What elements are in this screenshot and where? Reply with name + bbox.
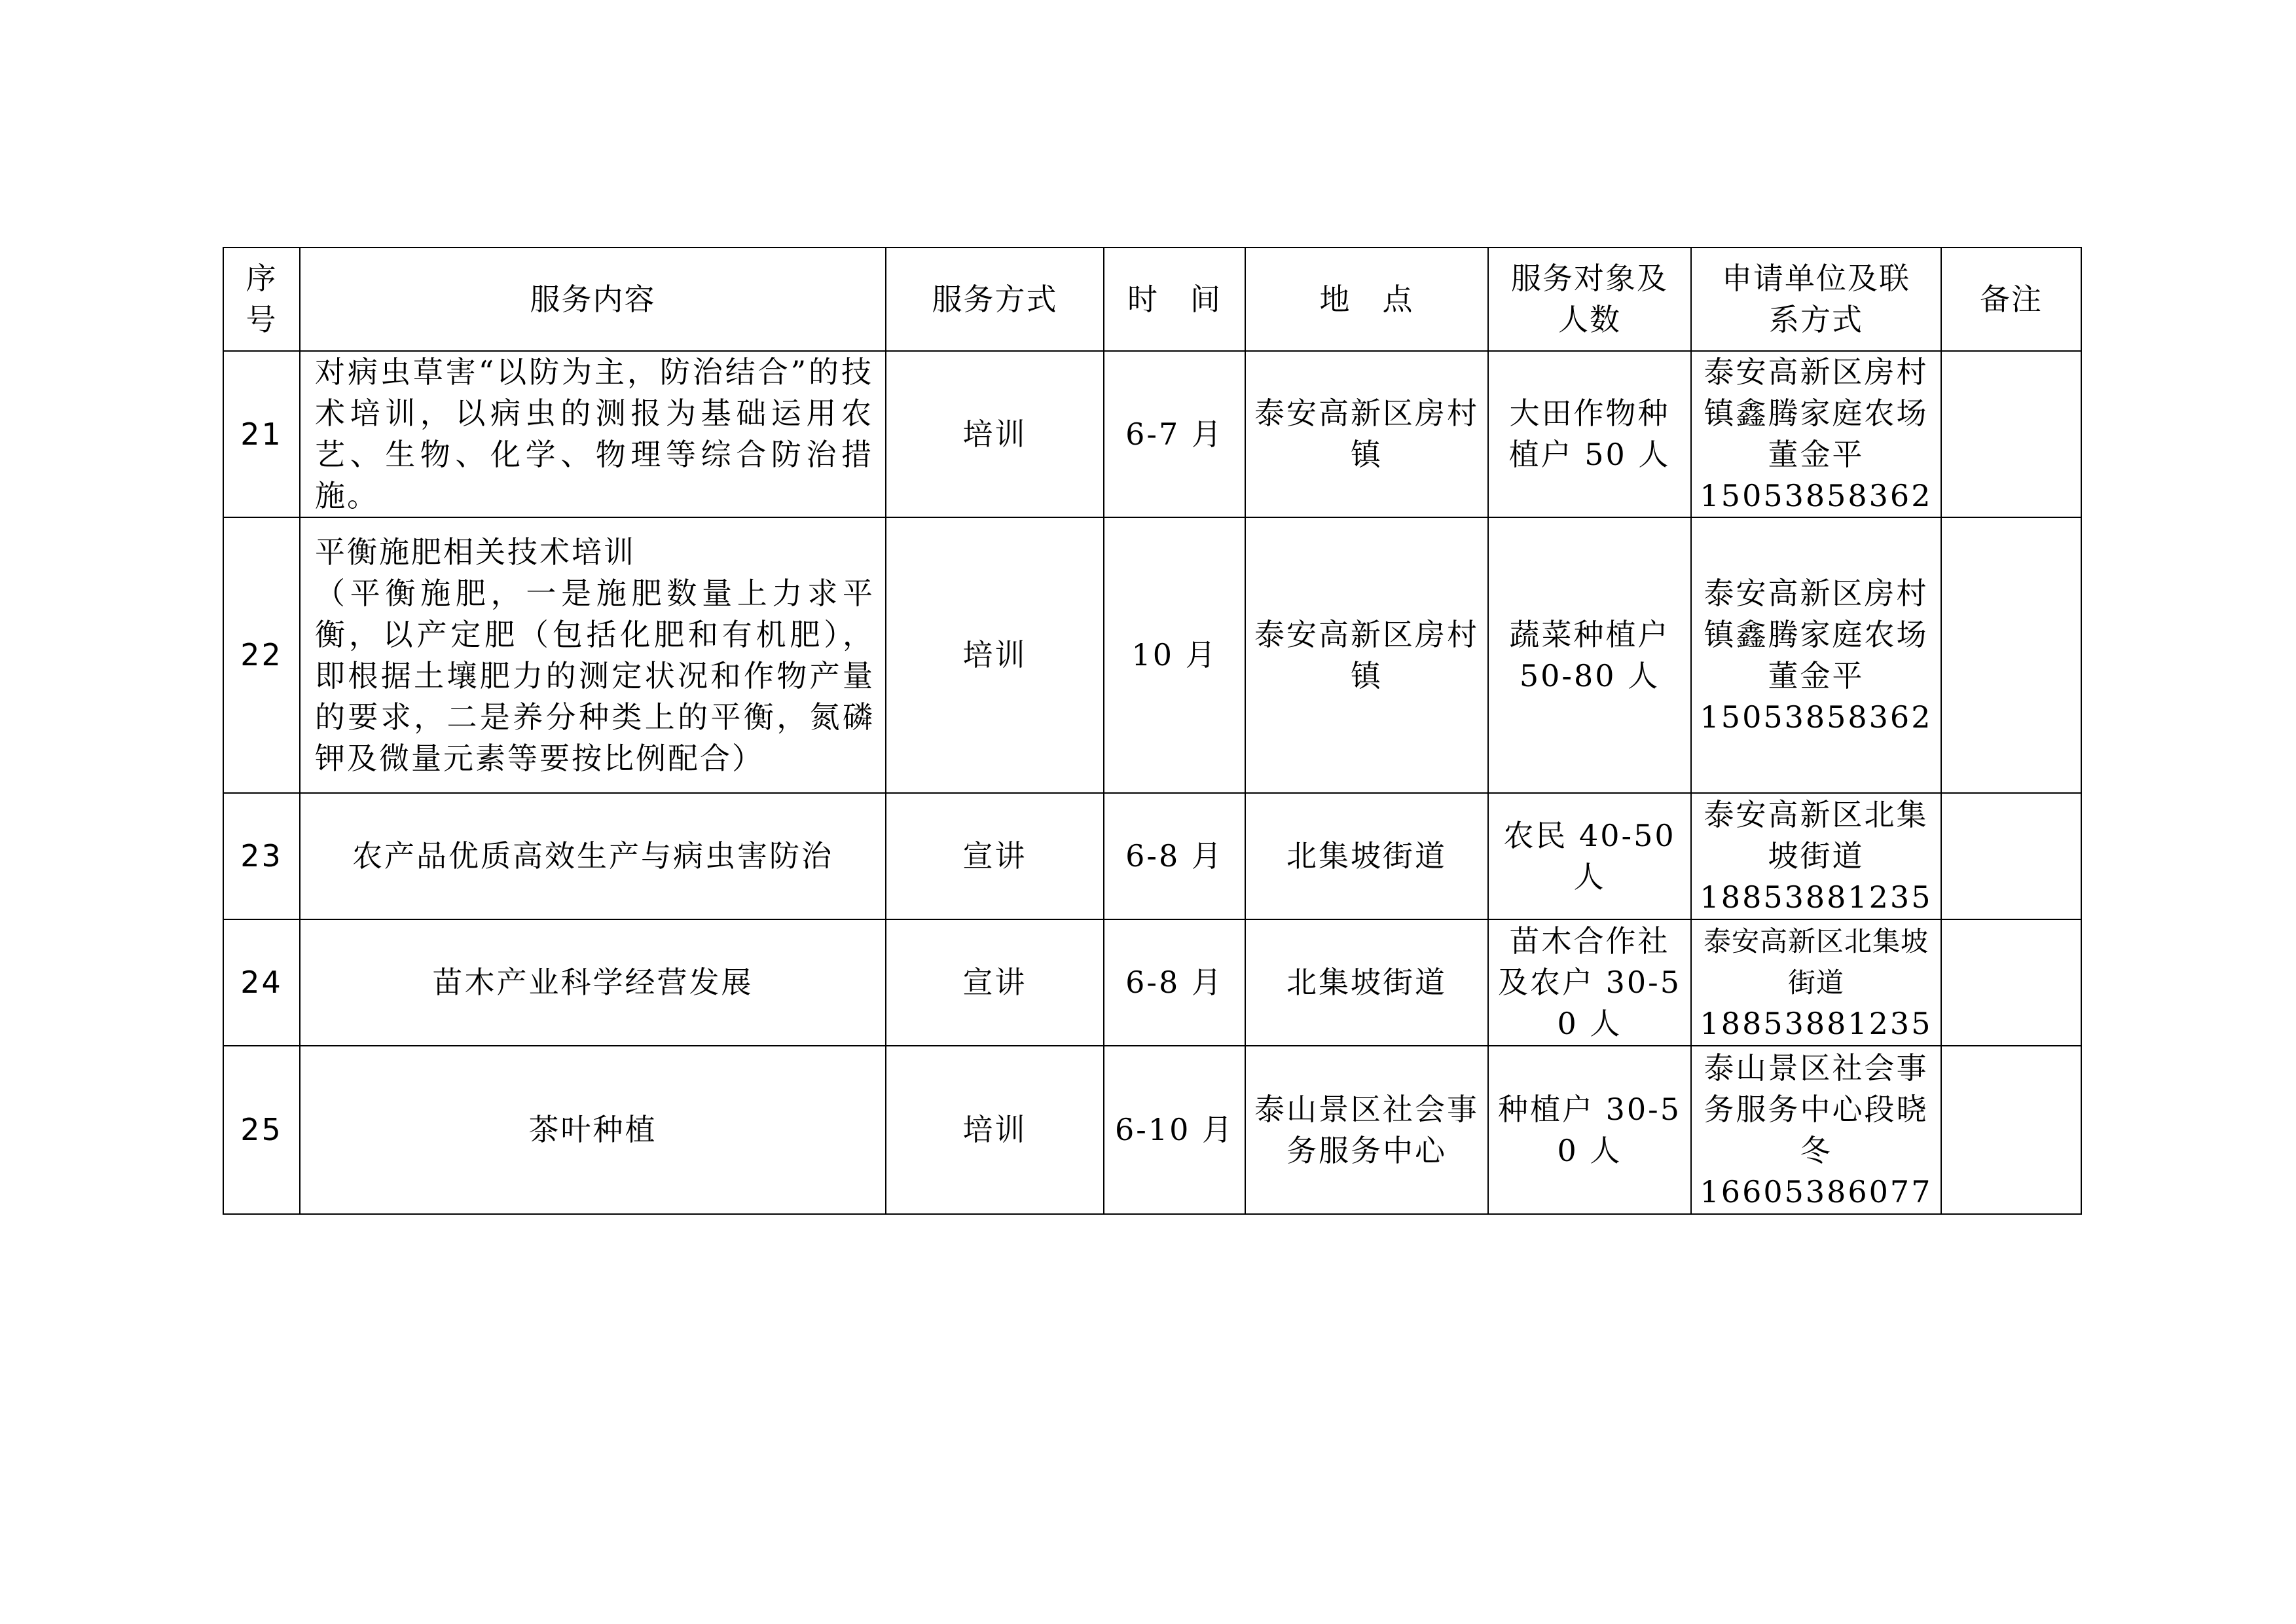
- applicant-phone: 18853881235: [1700, 1006, 1933, 1041]
- table-row: [223, 1046, 2081, 1214]
- service-time: 6-8 月: [1104, 919, 1245, 1046]
- header-applicant: [1691, 248, 1941, 351]
- header-content: 服务内容: [300, 248, 886, 351]
- service-content-detail: （平衡施肥，一是施肥数量上力求平衡，以产定肥（包括化肥和有机肥），即根据土壤肥力的测定状况和作物产量的要求，二是养分种类上的平衡，氮磷钾及微量元素等要按比例配合）: [315, 575, 875, 776]
- service-target: 蔬菜种植户 50-80 人: [1488, 517, 1691, 793]
- service-time: 6-10 月: [1104, 1046, 1245, 1214]
- row-number: 25: [223, 1046, 300, 1214]
- service-time: 6-7 月: [1104, 351, 1245, 517]
- header-time: 时 间: [1104, 248, 1245, 351]
- table-row: [223, 793, 2081, 919]
- remark-cell: [1941, 1046, 2081, 1214]
- applicant-phone: 16605386077: [1700, 1173, 1933, 1209]
- service-place: 北集坡街道: [1245, 919, 1488, 1046]
- applicant-phone: 15053858362: [1700, 478, 1933, 513]
- service-method: 宣讲: [886, 793, 1104, 919]
- header-place: 地 点: [1245, 248, 1488, 351]
- table-row: [223, 517, 2081, 793]
- service-time: 10 月: [1104, 517, 1245, 793]
- applicant-contact: [1691, 919, 1941, 1046]
- remark-cell: [1941, 793, 2081, 919]
- remark-cell: [1941, 351, 2081, 517]
- service-content: 茶叶种植: [300, 1046, 886, 1214]
- applicant-contact: [1691, 793, 1941, 919]
- header-target-line2: 人数: [1558, 302, 1621, 337]
- applicant-phone: 15053858362: [1700, 699, 1933, 735]
- row-number: 24: [223, 919, 300, 1046]
- service-place: 泰安高新区房村镇: [1245, 351, 1488, 517]
- table-row: [223, 919, 2081, 1046]
- header-remark: 备注: [1941, 248, 2081, 351]
- applicant-contact: [1691, 517, 1961, 793]
- header-no-line1: 序: [246, 261, 278, 296]
- remark-cell: [1941, 919, 2081, 1046]
- applicant-contact: [1691, 1046, 1941, 1214]
- service-target: 农民 40-50 人: [1488, 793, 1691, 919]
- header-applicant-line1: 申请单位及联: [1722, 261, 1910, 296]
- header-target: [1488, 248, 1691, 351]
- service-method: 宣讲: [886, 919, 1104, 1046]
- service-time: 6-8 月: [1104, 793, 1245, 919]
- header-no: [223, 248, 300, 351]
- applicant-unit: 泰安高新区北集坡街道: [1704, 797, 1929, 874]
- applicant-unit: 泰安高新区房村镇鑫腾家庭农场 董金平: [1704, 575, 1961, 693]
- service-table: [223, 247, 2082, 1215]
- service-content: 对病虫草害“以防为主，防治结合”的技术培训，以病虫的测报为基础运用农艺、生物、化学、物理等综合防治措施。: [300, 351, 886, 517]
- applicant-contact: [1691, 351, 1961, 517]
- table-row: [223, 351, 2081, 517]
- table-header-row: [223, 248, 2081, 351]
- header-applicant-line2: 系方式: [1769, 302, 1863, 337]
- applicant-unit: 泰安高新区北集坡街道: [1703, 925, 1929, 999]
- row-number: 22: [223, 517, 300, 793]
- service-content: [300, 517, 886, 793]
- remark-cell: [1941, 517, 2081, 793]
- row-number: 21: [223, 351, 300, 517]
- row-number: 23: [223, 793, 300, 919]
- header-method: 服务方式: [886, 248, 1104, 351]
- service-target: 种植户 30-50 人: [1488, 1046, 1691, 1214]
- service-content-title: 平衡施肥相关技术培训: [315, 534, 636, 570]
- service-place: 泰安高新区房村镇: [1245, 517, 1488, 793]
- service-target: 大田作物种植户 50 人: [1488, 351, 1691, 517]
- service-content: 农产品优质高效生产与病虫害防治: [300, 793, 886, 919]
- applicant-phone: 18853881235: [1700, 879, 1933, 915]
- service-method: 培训: [886, 1046, 1104, 1214]
- service-content: 苗木产业科学经营发展: [300, 919, 886, 1046]
- header-target-line1: 服务对象及: [1511, 261, 1668, 296]
- service-target: 苗木合作社及农户 30-50 人: [1488, 919, 1691, 1046]
- applicant-unit: 泰安高新区房村镇鑫腾家庭农场 董金平: [1704, 354, 1961, 472]
- service-method: 培训: [886, 351, 1104, 517]
- service-method: 培训: [886, 517, 1104, 793]
- service-place: 泰山景区社会事务服务中心: [1245, 1046, 1488, 1214]
- applicant-unit: 泰山景区社会事务服务中心段晓冬: [1704, 1050, 1929, 1168]
- service-place: 北集坡街道: [1245, 793, 1488, 919]
- header-no-line2: 号: [246, 302, 278, 337]
